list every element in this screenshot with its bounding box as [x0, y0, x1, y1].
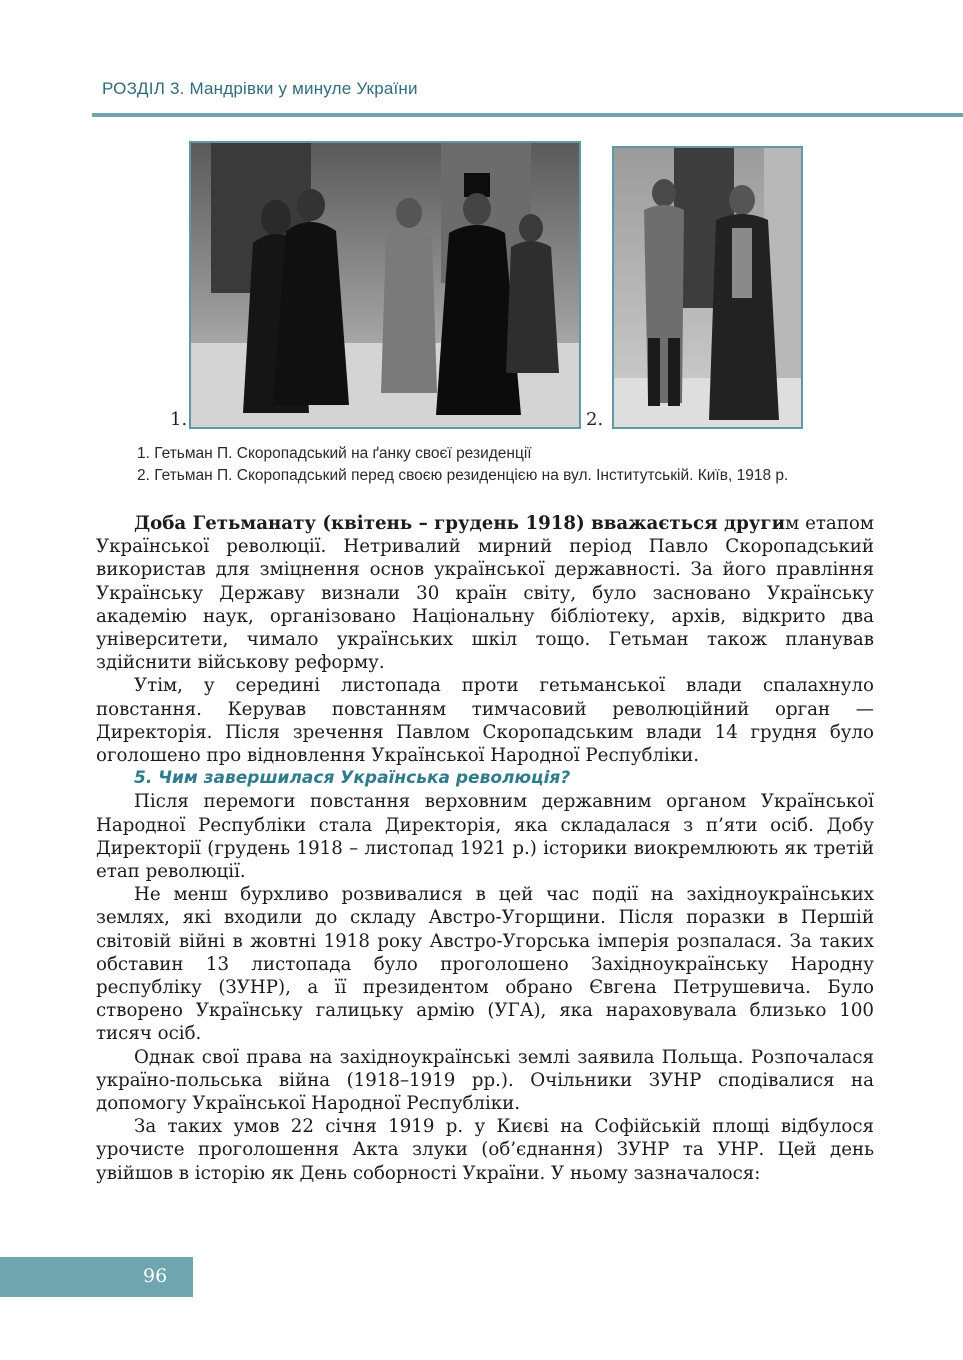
figure-number-1: 1. [170, 409, 188, 430]
paragraph-1-bold: Доба Гетьманату (квітень – грудень 1918) вважається други [134, 513, 786, 534]
paragraph-1-text: м етапом Української революції. Нетривалий мирний період Павло Скоропадський використав для зміцнення основ української державності. За його правління Українську Державу визнали 30 країн світу, було засновано Українську академію наук, організовано Національну бібліотеку, архів, відкрито два університети, чимало українських шкіл тощо. Гетьман також планував здійснити військову реформу. [96, 513, 874, 674]
paragraph-6: За таких умов 22 січня 1919 р. у Києві на Софійській площі відбулося урочисте проголошення Акта злуки (об’єднання) ЗУНР та УНР. Цей день увійшов в історію як День соборності України. У ньому зазначалося: [96, 1116, 874, 1184]
caption-2: 2. Гетьман П. Скоропадський перед своєю резиденцією на вул. Інститутській. Київ, 1918 р. [137, 467, 789, 484]
figure-captions [137, 443, 788, 487]
photo-hetman-porch [189, 141, 581, 429]
header-rule [92, 113, 963, 117]
paragraph-2: Утім, у середині листопада проти гетьманської влади спалахнуло повстання. Керував повстанням тимчасовий революційний орган — Директорія. Після зречення Павлом Скоропадським влади 14 грудня було оголошено про відновлення Української Народної Республіки. [96, 675, 874, 767]
main-text [96, 512, 874, 1185]
page-number: 96 [143, 1265, 168, 1287]
photo-hetman-residence [612, 146, 803, 429]
paragraph-4: Не менш бурхливо розвивалися в цей час події на західноукраїнських землях, які входили до складу Австро-Угорщини. Після поразки в Першій світовій війні в жовтні 1918 року Австро-Угорська імперія розпалася. За таких обставин 13 листопада було проголошено Західноукраїнську Народну республіку (ЗУНР), а її президентом обрано Євгена Петрушевича. Було створено Українську галицьку армію (УГА), яка нараховувала близько 100 тисяч осіб. [96, 884, 874, 1045]
caption-1: 1. Гетьман П. Скоропадський на ґанку своєї резиденції [137, 445, 532, 462]
paragraph-3: Після перемоги повстання верховним державним органом Української Народної Республіки стала Директорія, яка складалася з п’яти осіб. Добу Директорії (грудень 1918 – листопад 1921 р.) історики виокремлюють як третій етап революції. [96, 791, 874, 883]
section-heading: 5. Чим завершилася Українська революція? [134, 768, 571, 789]
chapter-header: РОЗДІЛ 3. Мандрівки у минуле України [102, 79, 418, 98]
paragraph-5: Однак свої права на західноукраїнські землі заявила Польща. Розпочалася україно-польська війна (1918–1919 рр.). Очільники ЗУНР сподівалися на допомогу Української Народної Республіки. [96, 1046, 874, 1115]
figure-number-2: 2. [586, 409, 604, 430]
paragraph-1 [96, 512, 874, 674]
